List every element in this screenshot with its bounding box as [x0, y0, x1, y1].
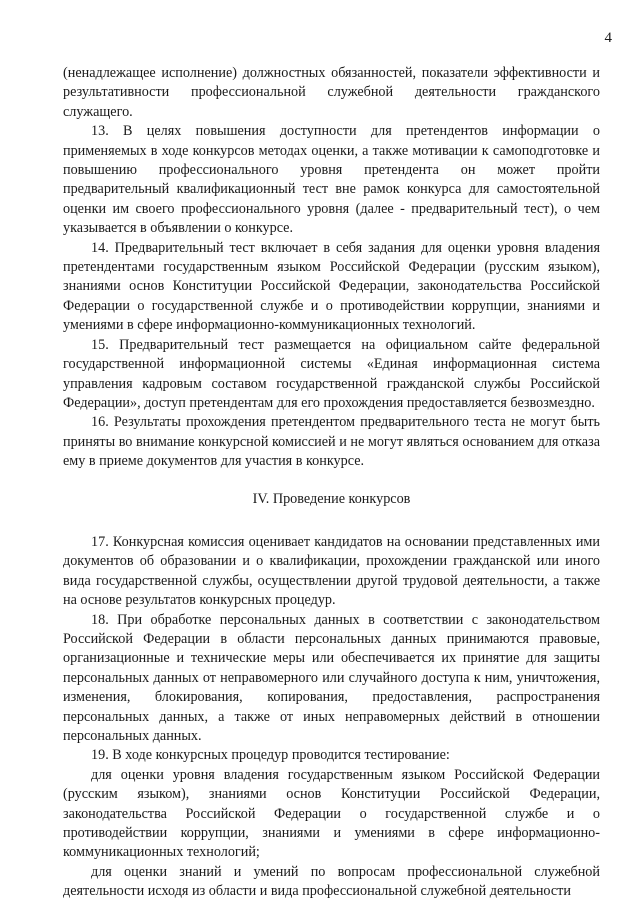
paragraph-13: 13. В целях повышения доступности для претендентов информации о применяемых в ходе конкурсов методах оценки, а также мотивации к самоподготовке и повышению профессионального уровня претендента он может пройти предварительный квалификационный тест вне рамок конкурса для самостоятельной оценки им своего профессионального уровня (далее - предварительный тест), о чем указывается в объявлении о конкурсе. — [63, 123, 600, 237]
paragraph-18: 18. При обработке персональных данных в соответствии с законодательством Российской Федерации в области персональных данных принимаются правовые, организационные и технические меры или обеспечивается их принятие для защиты персональных данных от неправомерного или случайного доступа к ним, уничтожения, изменения, блокирования, копирования, предоставления, распространения персональных данных, а также от иных неправомерных действий в отношении персональных данных. — [63, 611, 600, 744]
paragraph-14: 14. Предварительный тест включает в себя задания для оценки уровня владения претендентами государственным языком Российской Федерации (русским языком), знаниями основ Конституции Российской Федерации, законодательства Российской Федерации о государственной службе и о противодействии коррупции, знаниями и умениями в сфере информационно-коммуникационных технологий. — [63, 239, 600, 334]
document-body — [63, 64, 600, 902]
paragraph-19-item-2: для оценки знаний и умений по вопросам профессиональной служебной деятельности исходя из области и вида профессиональной служебной деятельности — [63, 863, 600, 900]
paragraph-19-item-1: для оценки уровня владения государственным языком Российской Федерации (русским языком), знаниями основ Конституции Российской Федерации, законодательства Российской Федерации о государственной службе и о противодействии коррупции, знаниями и умениями в сфере информационно-коммуникационных технологий; — [63, 766, 600, 861]
paragraph-15: 15. Предварительный тест размещается на официальном сайте федеральной государственной информационной системы «Единая информационная система управления кадровым составом государственной гражданской службы Российской Федерации», доступ претендентам для его прохождения предоставляется безвозмездно. — [63, 336, 600, 411]
paragraph-16: 16. Результаты прохождения претендентом предварительного теста не могут быть приняты во внимание конкурсной комиссией и не могут являться основанием для отказа ему в приеме документов для участия в конкурсе. — [63, 414, 600, 470]
page-number: 4 — [604, 30, 612, 46]
section-heading: IV. Проведение конкурсов — [252, 490, 411, 507]
paragraph-19: 19. В ходе конкурсных процедур проводится тестирование: — [91, 747, 450, 764]
paragraph-continuation: (ненадлежащее исполнение) должностных обязанностей, показатели эффективности и результативности профессиональной служебной деятельности гражданского служащего. — [63, 65, 600, 120]
paragraph-17: 17. Конкурсная комиссия оценивает кандидатов на основании представленных ими документов об образовании и о квалификации, прохождении гражданской или иного вида государственной службы, осуществлении другой трудовой деятельности, а также на основе результатов конкурсных процедур. — [63, 533, 600, 609]
